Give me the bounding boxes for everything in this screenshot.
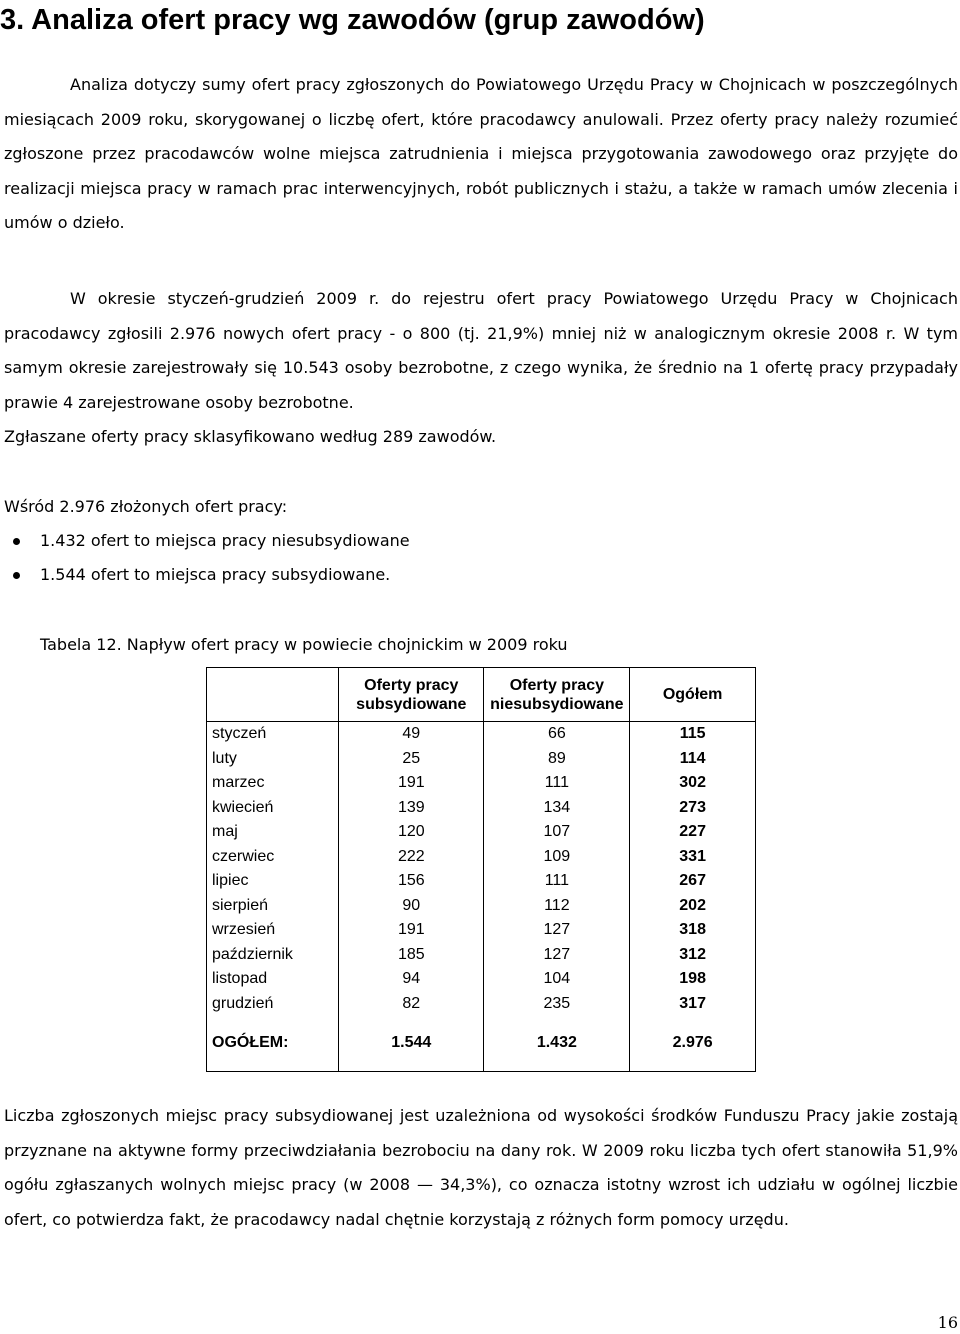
cell-total: 273: [630, 796, 756, 821]
cell-subsidized: 191: [339, 771, 484, 796]
period-paragraph: W okresie styczeń-grudzień 2009 r. do rejestru ofert pracy Powiatowego Urzędu Pracy w Chojnicach pracodawcy zgłosili 2.976 nowych ofert pracy - o 800 (tj. 21,9%) mniej niż w analogicznym okresie 2008 r. W tym samym okresie zarejestrowały się 10.543 osoby bezrobotne, z czego wynika, że średnio na 1 ofertę pracy przypadały prawie 4 zarejestrowane osoby bezrobotne.: [4, 289, 958, 412]
header-subsidized: Oferty pracy subsydiowane: [339, 668, 484, 722]
cell-unsubsidized: 111: [484, 869, 630, 894]
closing-paragraph: Liczba zgłoszonych miejsc pracy subsydiowanej jest uzależniona od wysokości środków Funduszu Pracy jakie zostają przyznane na aktywne formy przeciwdziałania bezrobociu na dany rok. W 2009 roku liczba tych ofert stanowiła 51,9% ogółu zgłaszanych wolnych miejsc pracy (w 2008 — 34,3%), co oznacza istotny wzrost ich udziału w ogólnej liczbie ofert, co potwierdza fakt, że pracodawcy nadal chętnie korzystają z różnych form pomocy urzędu.: [4, 1106, 958, 1229]
header-month: [207, 668, 339, 722]
cell-month: luty: [207, 747, 339, 772]
offers-table: [206, 667, 756, 1072]
table-row: [207, 992, 756, 1017]
cell-subsidized: 94: [339, 967, 484, 992]
bullet-dot-icon: [13, 572, 20, 579]
cell-unsubsidized: 112: [484, 894, 630, 919]
cell-month: grudzień: [207, 992, 339, 1017]
cell-total: 312: [630, 943, 756, 968]
cell-month: sierpień: [207, 894, 339, 919]
cell-unsubsidized: 127: [484, 918, 630, 943]
cell-total: 267: [630, 869, 756, 894]
bullet-item-unsubsidized: [0, 524, 410, 558]
cell-month: lipiec: [207, 869, 339, 894]
cell-subsidized: 139: [339, 796, 484, 821]
cell-subsidized: 49: [339, 722, 484, 747]
cell-month: maj: [207, 820, 339, 845]
page-number: 16: [937, 1313, 958, 1332]
table-row: [207, 771, 756, 796]
cell-total: 198: [630, 967, 756, 992]
table-row: [207, 747, 756, 772]
cell-month: czerwiec: [207, 845, 339, 870]
total-unsubsidized: 1.432: [484, 1028, 630, 1072]
bullet-text: 1.544 ofert to miejsca pracy subsydiowane.: [40, 565, 391, 584]
cell-month: październik: [207, 943, 339, 968]
header-total: Ogółem: [630, 668, 756, 722]
table-row: [207, 894, 756, 919]
intro-paragraph: Analiza dotyczy sumy ofert pracy zgłoszonych do Powiatowego Urzędu Pracy w Chojnicach w poszczególnych miesiącach 2009 roku, skorygowanej o liczbę ofert, które pracodawcy anulowali. Przez oferty pracy należy rozumieć zgłoszone przez pracodawców wolne miejsca zatrudnienia i miejsca przygotowania zawodowego oraz przyjęte do realizacji miejsca pracy w ramach prac interwencyjnych, robót publicznych i stażu, a także w ramach umów zlecenia i umów o dzieło.: [4, 75, 958, 232]
cell-subsidized: 25: [339, 747, 484, 772]
cell-month: marzec: [207, 771, 339, 796]
total-subsidized: 1.544: [339, 1028, 484, 1072]
cell-total: 317: [630, 992, 756, 1017]
cell-total: 318: [630, 918, 756, 943]
among-sentence: Wśród 2.976 złożonych ofert pracy:: [4, 497, 288, 516]
cell-unsubsidized: 104: [484, 967, 630, 992]
table-row: [207, 845, 756, 870]
cell-total: 302: [630, 771, 756, 796]
table-spacer-row: [207, 1016, 756, 1028]
spacer-cell: [484, 1016, 630, 1028]
table-body: [207, 722, 756, 1072]
cell-month: kwiecień: [207, 796, 339, 821]
cell-total: 114: [630, 747, 756, 772]
cell-unsubsidized: 127: [484, 943, 630, 968]
header-unsubsidized: Oferty pracy niesubsydiowane: [484, 668, 630, 722]
cell-unsubsidized: 134: [484, 796, 630, 821]
spacer-cell: [207, 1016, 339, 1028]
section-heading: 3. Analiza ofert pracy wg zawodów (grup zawodów): [0, 4, 705, 36]
table-row: [207, 820, 756, 845]
spacer-cell: [339, 1016, 484, 1028]
classified-sentence: Zgłaszane oferty pracy sklasyfikowano według 289 zawodów.: [4, 427, 497, 446]
cell-subsidized: 156: [339, 869, 484, 894]
cell-unsubsidized: 111: [484, 771, 630, 796]
table-row: [207, 796, 756, 821]
table-total-row: [207, 1028, 756, 1072]
cell-subsidized: 90: [339, 894, 484, 919]
bullet-dot-icon: [13, 538, 20, 545]
bullet-item-subsidized: [0, 558, 410, 592]
cell-subsidized: 120: [339, 820, 484, 845]
cell-total: 202: [630, 894, 756, 919]
cell-total: 331: [630, 845, 756, 870]
bullet-text: 1.432 ofert to miejsca pracy niesubsydiowane: [40, 531, 410, 550]
table-row: [207, 869, 756, 894]
table-row: [207, 967, 756, 992]
cell-month: listopad: [207, 967, 339, 992]
cell-subsidized: 222: [339, 845, 484, 870]
cell-subsidized: 191: [339, 918, 484, 943]
cell-month: wrzesień: [207, 918, 339, 943]
cell-subsidized: 82: [339, 992, 484, 1017]
cell-total: 227: [630, 820, 756, 845]
cell-total: 115: [630, 722, 756, 747]
spacer-cell: [630, 1016, 756, 1028]
cell-unsubsidized: 89: [484, 747, 630, 772]
table-header-row: [207, 668, 756, 722]
table-row: [207, 918, 756, 943]
table-caption: Tabela 12. Napływ ofert pracy w powiecie chojnickim w 2009 roku: [40, 635, 568, 654]
cell-unsubsidized: 235: [484, 992, 630, 1017]
table-row: [207, 943, 756, 968]
total-overall: 2.976: [630, 1028, 756, 1072]
cell-month: styczeń: [207, 722, 339, 747]
cell-unsubsidized: 109: [484, 845, 630, 870]
offers-bullet-list: [0, 524, 410, 592]
cell-subsidized: 185: [339, 943, 484, 968]
total-label: OGÓŁEM:: [207, 1028, 339, 1072]
cell-unsubsidized: 107: [484, 820, 630, 845]
table-row: [207, 722, 756, 747]
cell-unsubsidized: 66: [484, 722, 630, 747]
